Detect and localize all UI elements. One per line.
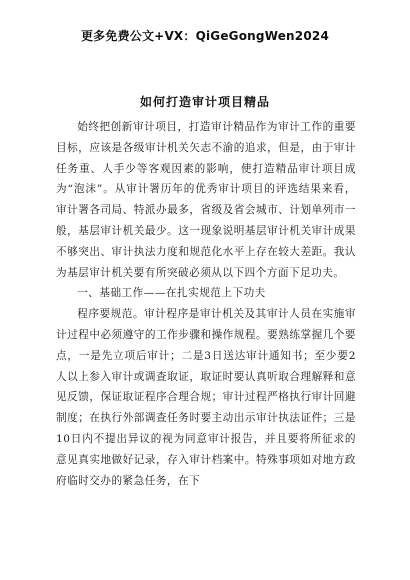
document-title: 如何打造审计项目精品 [139,95,270,109]
section-heading: 一、基础工作——在扎实规范上下功夫 [77,287,266,300]
body-paragraph: 程序要规范。审计程序是审计机关及其审计人员在实施审计过程中必须遵守的工作步骤和操作规程。要熟练掌握几个要点，一是先立项后审计；二是3日送达审计通知书；至少要2人以上参入审计或调查取证，取证时要认真听取合理解释和意见反馈，保证取证程序合理合规；审计过程严格执行审计回避制度；在执行外部调查任务时要主动出示审计执法证件；三是10日内不提出异议的视为同意审计报告，并且要将所征求的意见真实地做好记录，存入审计档案中。特殊事项如对地方政府临时交办的紧急任务，在下 [56,308,356,487]
body-paragraph: 始终把创新审计项目，打造审计精品作为审计工作的重要目标，应该是各级审计机关矢志不渝的追求，但是，由于审计任务重、人手少等客观因素的影响，使打造精品审计项目成为“泡沫”。从审计署历年的优秀审计项目的评选结果来看，审计署各司局、特派办最多，省级及省会城市、计划单列市一般，基层审计机关最少。这一现象说明基层审计机关审计成果不够突出、审计执法力度和规范化水平上存在较大差距。我认为基层审计机关要有所突破必须从以下四个方面下足功夫。 [56,121,356,279]
watermark-header: 更多免费公文+VX：QiGeGongWen2024 [80,29,329,43]
document-body [56,117,356,491]
